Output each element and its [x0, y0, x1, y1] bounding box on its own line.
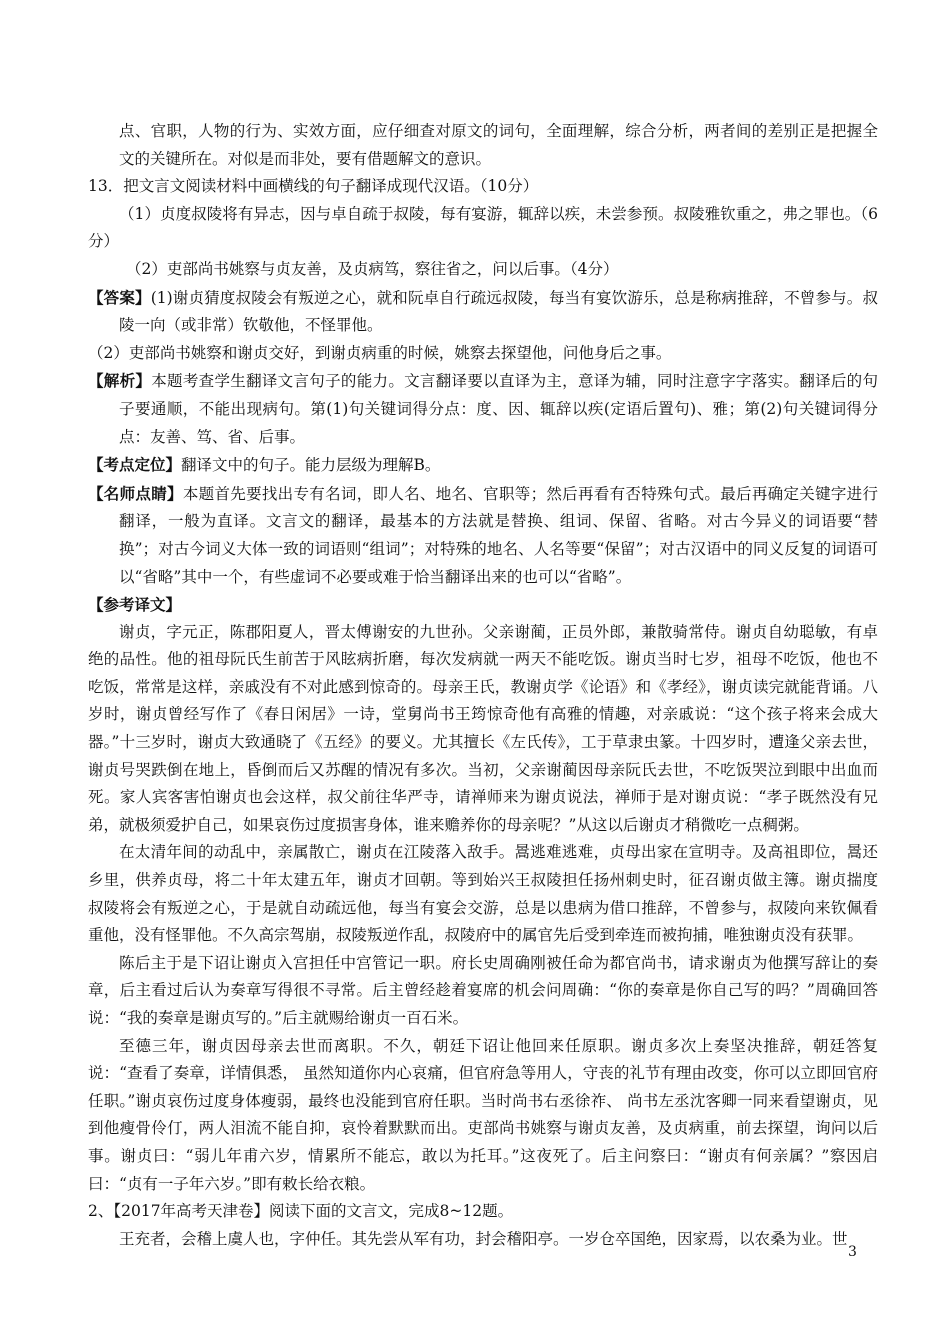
answer-part-2: （2）吏部尚书姚察和谢贞交好，到谢贞病重的时候，姚察去探望他，问他身后之事。 [88, 343, 672, 362]
page-content [88, 118, 878, 1253]
text-line: 点、官职，人物的行为、实效方面，应仔细查对原文的词句，全面理解，综合分析，两者间的差别正是把握全文的关键所在。对似是而非处，要有借题解文的意识。 [119, 122, 878, 168]
answer-block [88, 284, 878, 340]
question-13-part-1: （1）贞度叔陵将有异志，因与卓自疏于叔陵，每有宴游，辄辞以疾，未尝参预。叔陵雅钦重之，弗之罪也。（6分） [88, 204, 878, 251]
key-point-tag: 【考点定位】 [88, 455, 182, 475]
answer-tag: 【答案】 [88, 287, 151, 307]
question-13-part-2: （2）吏部尚书姚察与贞友善，及贞病笃，察往省之，问以后事。（4分） [126, 259, 619, 278]
question-13: 13．把文言文阅读材料中画横线的句子翻译成现代汉语。（10分） [88, 177, 539, 196]
analysis-text: 本题考查学生翻译文言句子的能力。文言翻译要以直译为主，意译为辅，同时注意字字落实。翻译后的句子要通顺，不能出现病句。第(1)句关键词得分点：度、因、辄辞以疾(定语后置句)、雅；第(2)句关键词得分点：友善、笃、省、后事。 [119, 372, 878, 446]
teacher-note-tag: 【名师点睛】 [88, 483, 183, 503]
translation-paragraph-2: 在太清年间的动乱中，亲属散亡，谢贞在江陵落入敌手。暠逃难逃难，贞母出家在宣明寺。及高祖即位，暠还乡里，供养贞母，将二十年太建五年，谢贞才回朝。等到始兴王叔陵担任扬州刺史时，征召谢贞做主簿。谢贞揣度叔陵将会有叛逆之心，于是就自动疏远他，每当有宴会交游，总是以患病为借口推辞，不曾参与，叔陵向来钦佩看重他，没有怪罪他。不久高宗驾崩，叔陵叛逆作乱，叔陵府中的属官先后受到牵连而被拘捕，唯独谢贞没有获罪。 [88, 843, 878, 945]
answer-text: (1)谢贞猜度叔陵会有叛逆之心，就和阮卓自行疏远叔陵，每当有宴饮游乐，总是称病推辞，不曾参与。叔陵一向（或非常）钦敬他，不怪罪他。 [119, 288, 878, 335]
key-point-block [88, 451, 878, 480]
passage-paragraph-1: 王充者，会稽上虞人也，字仲任。其先尝从军有功，封会稽阳亭。一岁仓卒国绝，因家焉，以农桑为业。世 [119, 1229, 848, 1248]
analysis-block [88, 367, 878, 451]
teacher-note-text: 本题首先要找出专有名词，即人名、地名、官职等；然后再看有否特殊句式。最后再确定关键字进行翻译，一般为直译。文言文的翻译，最基本的方法就是替换、组词、保留、省略。对古今异义的词语要“替换”；对古今词义大体一致的词语则“组词”；对特殊的地名、人名等要“保留”；对古汉语中的同义反复的词语可以“省略”其中一个，有些虚词不必要或难于恰当翻译出来的也可以“省略”。 [119, 484, 878, 586]
reference-translation-heading: 【参考译文】 [88, 595, 182, 615]
key-point-text: 翻译文中的句子。能力层级为理解B。 [181, 456, 441, 475]
translation-paragraph-3: 陈后主于是下诏让谢贞入宫担任中宫管记一职。府长史周确刚被任命为都官尚书，请求谢贞为他撰写辞让的奏章，后主看过后认为奏章写得很不寻常。后主曾经趁着宴席的机会问周确：“你的奏章是你自己写的吗？”周确回答说：“我的奏章是谢贞写的。”后主就赐给谢贞一百石米。 [88, 953, 878, 1027]
page-number: 3 [848, 1244, 857, 1260]
translation-paragraph-1: 谢贞，字元正，陈郡阳夏人，晋太傅谢安的九世孙。父亲谢蔺，正员外郎，兼散骑常侍。谢贞自幼聪敏，有卓绝的品性。他的祖母阮氏生前苦于风眩病折磨，每次发病就一两天不能吃饭。谢贞当时七岁，祖母不吃饭，他也不吃饭，常常是这样，亲戚没有不对此感到惊奇的。母亲王氏，教谢贞学《论语》和《孝经》，谢贞读完就能背诵。八岁时，谢贞曾经写作了《春日闲居》一诗，堂舅尚书王筠惊奇他有高雅的情趣，对亲戚说：“这个孩子将来会成大器。”十三岁时，谢贞大致通晓了《五经》的要义。尤其擅长《左氏传》，工于草隶虫篆。十四岁时，遭逢父亲去世，谢贞号哭跌倒在地上，昏倒而后又苏醒的情况有多次。当初，父亲谢蔺因母亲阮氏去世，不吃饭哭泣到眼中出血而死。家人宾客害怕谢贞也会这样，叔父前往华严寺，请禅师来为谢贞说法，禅师于是对谢贞说：“孝子既然没有兄弟，就极须爱护自己，如果哀伤过度损害身体，谁来赡养你的母亲呢？”从这以后谢贞才稍微吃一点稠粥。 [88, 622, 878, 834]
analysis-tag: 【解析】 [88, 371, 152, 391]
translation-paragraph-4: 至德三年，谢贞因母亲去世而离职。不久，朝廷下诏让他回来任原职。谢贞多次上奏坚决推辞，朝廷答复说：“查看了奏章，详情俱悉， 虽然知道你内心哀痛，但官府急等用人，守丧的礼节有理由改变，你可以立即回官府任职。”谢贞哀伤过度身体瘦弱，最终也没能到官府任职。当时尚书右丞徐祚、 尚书左丞沈客卿一同来看望谢贞，见到他瘦骨伶仃，两人泪流不能自抑，哀怜着默默而出。吏部尚书姚察与谢贞友善，及贞病重，前去探望，询问以后事。谢贞曰：“弱儿年甫六岁，情累所不能忘，敢以为托耳。”这夜死了。后主问察曰：“谢贞有何亲属？”察因启曰：“贞有一子年六岁。”即有敕长给衣粮。 [88, 1036, 878, 1193]
teacher-note-block [88, 480, 878, 591]
question-2-heading: 2、【2017年高考天津卷】阅读下面的文言文，完成8~12题。 [88, 1202, 514, 1221]
